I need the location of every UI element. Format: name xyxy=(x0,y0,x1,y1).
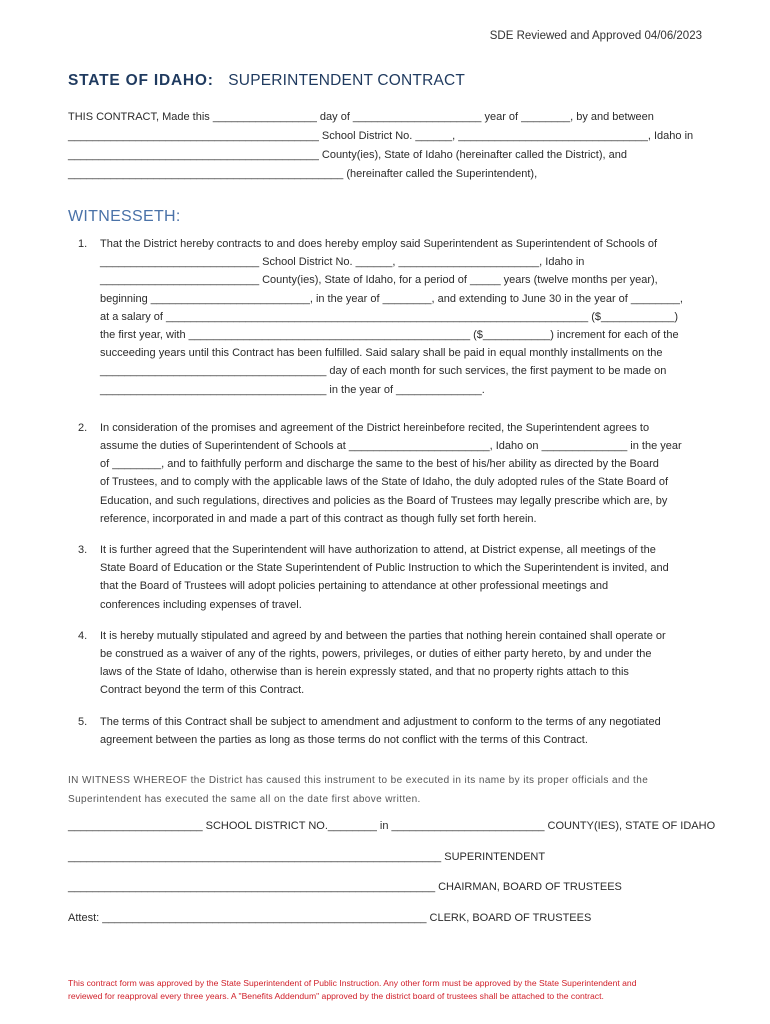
item-line: It is hereby mutually stipulated and agreed by and between the parties that nothing herein contained shall operate or xyxy=(100,629,666,642)
item-line: It is further agreed that the Superintendent will have authorization to attend, at District expense, all meetings of the xyxy=(100,544,656,557)
preamble-line: _________________________________________ School District No. ______, _______________________________, Idaho in xyxy=(68,130,694,142)
signature-district-line[interactable]: ______________________ SCHOOL DISTRICT NO.________ in _________________________ COUNTY(IES), STATE OF IDAHO xyxy=(68,820,716,832)
item-line: That the District hereby contracts to and does hereby employ said Superintendent as Superintendent of Schools of xyxy=(100,238,658,250)
item-number: 4. xyxy=(78,629,88,642)
footer-note-line: reviewed for reapproval every three years. A "Benefits Addendum" approved by the district board of trustees shall be attached to the contract. xyxy=(68,991,604,1001)
item-line: _____________________________________ in the year of ______________. xyxy=(100,383,485,396)
item-line: Contract beyond the term of this Contract. xyxy=(100,684,305,697)
item-line: __________________________ School District No. ______, _______________________, Idaho in xyxy=(100,256,585,269)
item-number: 2. xyxy=(78,421,88,434)
item-line: __________________________ County(ies), State of Idaho, for a period of _____ years (twelve months per year), xyxy=(100,274,658,287)
contract-items xyxy=(68,235,704,762)
preamble xyxy=(68,108,708,184)
contract-item-2 xyxy=(68,419,704,528)
item-line: The terms of this Contract shall be subject to amendment and adjustment to conform to the terms of any negotiated xyxy=(100,715,661,728)
item-line: of ________, and to faithfully perform and discharge the same to the best of his/her ability as directed by the Board xyxy=(100,458,659,471)
footer-note xyxy=(68,977,708,1003)
signature-clerk-line[interactable]: Attest: _____________________________________________________ CLERK, BOARD OF TRUSTEES xyxy=(68,912,592,924)
item-line: agreement between the parties as long as those terms do not conflict with the terms of this Contract. xyxy=(100,733,588,746)
witness-whereof-line: Superintendent has executed the same all on the date first above written. xyxy=(68,794,421,805)
item-line: at a salary of _____________________________________________________________________ ($____________) xyxy=(100,310,679,323)
signature-chairman-line[interactable]: ____________________________________________________________ CHAIRMAN, BOARD OF TRUSTEES xyxy=(68,881,622,893)
signature-superintendent-line[interactable]: _____________________________________________________________ SUPERINTENDENT xyxy=(68,851,546,863)
item-line: of Trustees, and to comply with the applicable laws of the State of Idaho, the duly adopted rules of the State Board of xyxy=(100,476,669,489)
contract-item-5 xyxy=(68,713,704,749)
item-line: be construed as a waiver of any of the rights, powers, privileges, or duties of either party hereto, by and under the xyxy=(100,648,652,661)
item-line: reference, incorporated in and made a part of this contract as though fully set forth herein. xyxy=(100,512,537,525)
preamble-line: THIS CONTRACT, Made this _________________ day of _____________________ year of ________, by and between xyxy=(68,111,654,123)
item-line: Education, and such regulations, directives and policies as the Board of Trustees may legally prescribe which are, by xyxy=(100,494,668,507)
witnesseth-heading: WITNESSETH: xyxy=(68,208,181,225)
item-number: 1. xyxy=(78,238,88,250)
item-line: _____________________________________ day of each month for such services, the first payment to be made on xyxy=(100,365,667,378)
item-line: laws of the State of Idaho, otherwise than is herein expressly stated, and that no property rights attach to this xyxy=(100,666,629,679)
item-line: In consideration of the promises and agreement of the District hereinbefore recited, the Superintendent agrees to xyxy=(100,421,650,434)
approval-stamp: SDE Reviewed and Approved 04/06/2023 xyxy=(489,30,702,42)
footer-note-line: This contract form was approved by the State Superintendent of Public Instruction. Any other form must be approved by the State Superintendent and xyxy=(68,978,637,988)
document-title xyxy=(68,72,465,90)
contract-item-3 xyxy=(68,541,704,614)
contract-item-4 xyxy=(68,627,704,700)
item-line: succeeding years until this Contract has been fulfilled. Said salary shall be paid in equal monthly installments on the xyxy=(100,347,663,360)
title-document: SUPERINTENDENT CONTRACT xyxy=(228,72,466,89)
item-line: conferences including expenses of travel. xyxy=(100,598,302,611)
item-number: 5. xyxy=(78,715,88,728)
item-line: beginning __________________________, in the year of ________, and extending to June 30 in the year of ________, xyxy=(100,292,683,305)
witness-whereof-line: IN WITNESS WHEREOF the District has caused this instrument to be executed in its name by its proper officials and the xyxy=(68,775,649,786)
contract-item-1 xyxy=(68,235,704,399)
item-line: that the Board of Trustees will adopt policies pertaining to attendance at other professional meetings and xyxy=(100,580,609,593)
preamble-line: _____________________________________________ (hereinafter called the Superintendent), xyxy=(68,168,538,180)
item-line: State Board of Education or the State Superintendent of Public Instruction to which the Superintendent is invited, and xyxy=(100,562,669,575)
title-state: STATE OF IDAHO: xyxy=(68,72,214,89)
item-line: assume the duties of Superintendent of Schools at _______________________, Idaho on ______________ in the year xyxy=(100,440,682,453)
preamble-line: _________________________________________ County(ies), State of Idaho (hereinafter called the District), and xyxy=(68,149,627,161)
item-line: the first year, with ______________________________________________ ($___________) increment for each of the xyxy=(100,329,679,342)
witness-whereof xyxy=(68,771,708,809)
item-number: 3. xyxy=(78,544,88,557)
